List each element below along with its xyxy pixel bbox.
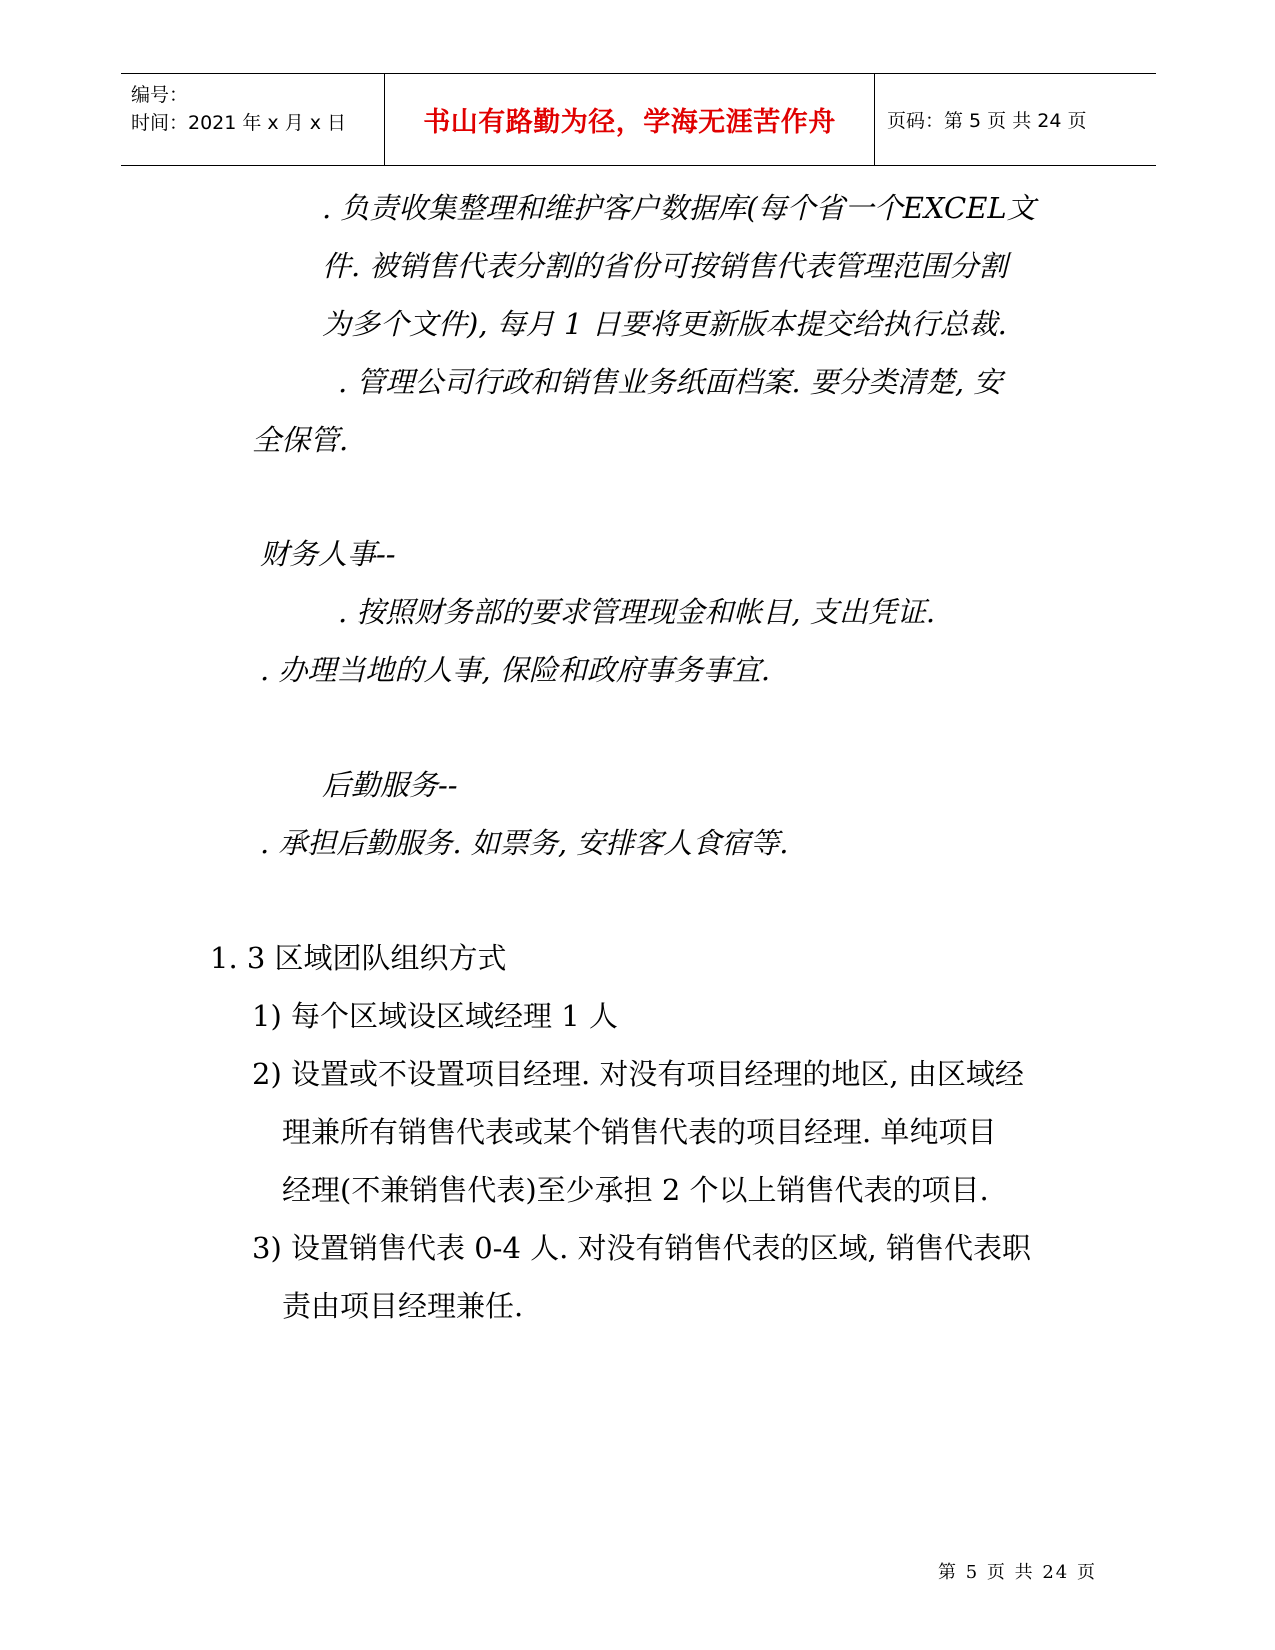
list-item: 3) 设置销售代表 0-4 人. 对没有销售代表的区域, 销售代表职 bbox=[252, 1231, 1031, 1265]
header-page-cell bbox=[875, 74, 1156, 165]
body-line: . 办理当地的人事, 保险和政府事务事宜. bbox=[260, 653, 771, 687]
document-header bbox=[121, 73, 1156, 166]
body-line: . 按照财务部的要求管理现金和帐目, 支出凭证. bbox=[338, 595, 936, 629]
header-page-info: 页码：第 5 页 共 24 页 bbox=[887, 110, 1087, 132]
body-line: . 承担后勤服务. 如票务, 安排客人食宿等. bbox=[260, 826, 789, 860]
list-item-continuation: 责由项目经理兼任. bbox=[282, 1289, 524, 1323]
body-line: . 管理公司行政和销售业务纸面档案. 要分类清楚, 安 bbox=[338, 365, 1003, 399]
section-heading: 后勤服务-- bbox=[322, 768, 458, 802]
header-motto: 书山有路勤为径，学海无涯苦作舟 bbox=[423, 107, 836, 138]
body-line: 件. 被销售代表分割的省份可按销售代表管理范围分割 bbox=[322, 249, 1008, 283]
list-item-continuation: 理兼所有销售代表或某个销售代表的项目经理. 单纯项目 bbox=[282, 1115, 997, 1149]
list-item: 1) 每个区域设区域经理 1 人 bbox=[252, 999, 618, 1033]
section-heading: 财务人事-- bbox=[260, 537, 396, 571]
document-number-label: 编号： bbox=[131, 84, 189, 106]
list-item: 2) 设置或不设置项目经理. 对没有项目经理的地区, 由区域经 bbox=[252, 1057, 1024, 1091]
body-line: . 负责收集整理和维护客户数据库(每个省一个EXCEL文 bbox=[322, 191, 1036, 225]
page-footer: 第 5 页 共 24 页 bbox=[938, 1562, 1097, 1583]
header-motto-cell bbox=[385, 74, 875, 165]
body-line: 为多个文件), 每月 1 日要将更新版本提交给执行总裁. bbox=[322, 307, 1007, 341]
body-line: 全保管. bbox=[252, 423, 349, 457]
header-meta-cell bbox=[121, 74, 385, 165]
document-time-label: 时间：2021 年 x 月 x 日 bbox=[131, 112, 347, 134]
list-item-continuation: 经理(不兼销售代表)至少承担 2 个以上销售代表的项目. bbox=[282, 1173, 989, 1207]
section-heading: 1. 3 区域团队组织方式 bbox=[210, 941, 507, 975]
